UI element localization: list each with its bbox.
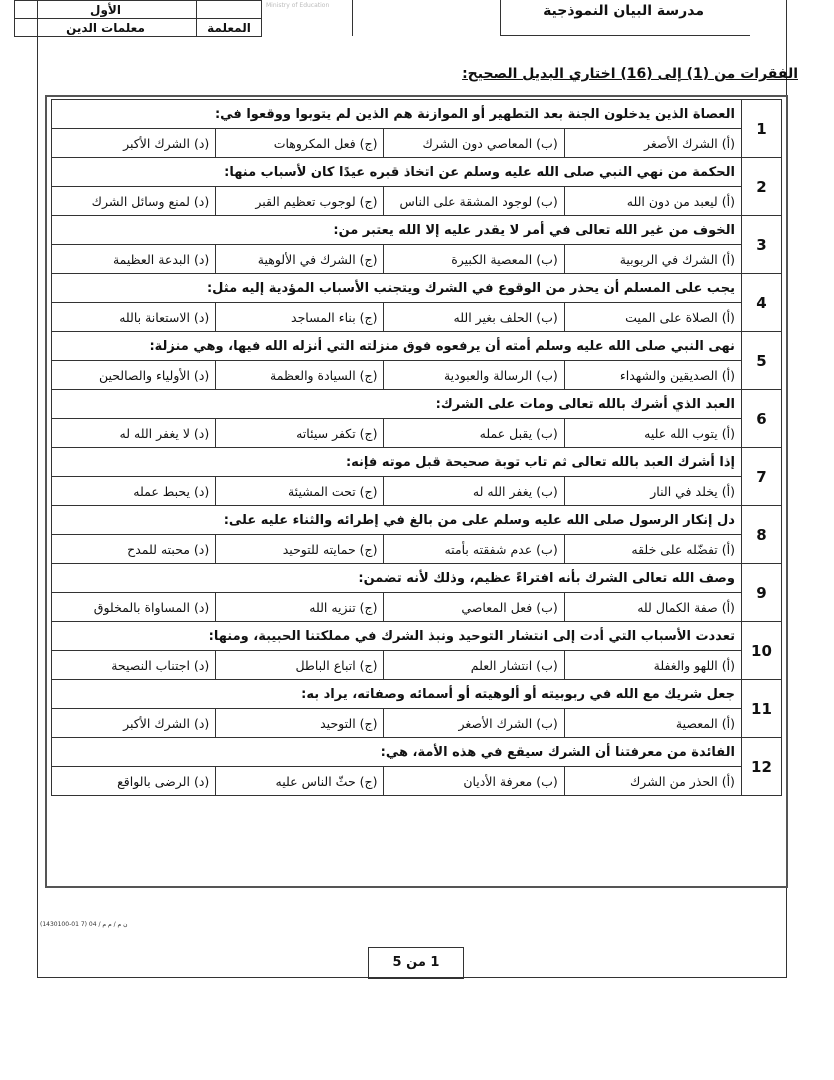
- answer-option[interactable]: (ب) الحلف بغير الله: [384, 303, 564, 332]
- header-cell-empty: [197, 1, 262, 19]
- question-number: 6: [741, 390, 781, 448]
- answer-option[interactable]: (ج) الشرك في الألوهية: [216, 245, 384, 274]
- question-number: 5: [741, 332, 781, 390]
- answer-option[interactable]: (أ) الشرك الأصغر: [564, 129, 741, 158]
- answer-option[interactable]: (أ) الحذر من الشرك: [564, 767, 741, 796]
- question-row: [52, 332, 782, 361]
- answer-option[interactable]: (ج) بناء المساجد: [216, 303, 384, 332]
- answer-option[interactable]: (ج) حثّ الناس عليه: [216, 767, 384, 796]
- question-number: 3: [741, 216, 781, 274]
- instructions: الفقرات من (1) إلى (16) اختاري البديل الصحيح:: [462, 66, 798, 82]
- document-code: ن م / م م / 04 (7 01-1430100): [40, 921, 128, 928]
- question-text: يجب على المسلم أن يحذر من الوقوع في الشرك ويتجنب الأسباب المؤدية إليه مثل:: [52, 274, 742, 303]
- options-row: [52, 767, 782, 796]
- answer-option[interactable]: (أ) تفضّله على خلقه: [564, 535, 741, 564]
- options-row: [52, 303, 782, 332]
- teacher-label: المعلمة: [197, 19, 262, 37]
- question-row: [52, 390, 782, 419]
- school-name: مدرسة البيان النموذجية: [543, 3, 704, 19]
- answer-option[interactable]: (ج) تكفر سيئاته: [216, 419, 384, 448]
- question-number: 1: [741, 100, 781, 158]
- answer-option[interactable]: (د) محبته للمدح: [52, 535, 216, 564]
- question-row: [52, 158, 782, 187]
- answer-option[interactable]: (ب) يقبل عمله: [384, 419, 564, 448]
- answer-option[interactable]: (د) المساواة بالمخلوق: [52, 593, 216, 622]
- answer-option[interactable]: (أ) الصلاة على الميت: [564, 303, 741, 332]
- question-text: جعل شريك مع الله في ربوبيته أو ألوهيته أو أسمائه وصفاته، يراد به:: [52, 680, 742, 709]
- question-text: تعددت الأسباب التي أدت إلى انتشار التوحيد ونبذ الشرك في مملكتنا الحبيبة، ومنها:: [52, 622, 742, 651]
- answer-option[interactable]: (ج) لوجوب تعظيم القبر: [216, 187, 384, 216]
- question-number: 8: [741, 506, 781, 564]
- ministry-watermark: Ministry of Education: [266, 2, 330, 9]
- header-info-table: [14, 0, 262, 36]
- options-row: [52, 419, 782, 448]
- question-text: نهى النبي صلى الله عليه وسلم أمته أن يرفعوه فوق منزلته التي أنزله الله فيها، وهي منزلة:: [52, 332, 742, 361]
- question-text: العبد الذي أشرك بالله تعالى ومات على الشرك:: [52, 390, 742, 419]
- answer-option[interactable]: (ب) الرسالة والعبودية: [384, 361, 564, 390]
- question-text: الفائدة من معرفتنا أن الشرك سيقع في هذه الأمة، هي:: [52, 738, 742, 767]
- answer-option[interactable]: (ج) التوحيد: [216, 709, 384, 738]
- answer-option[interactable]: (ب) عدم شفقته بأمته: [384, 535, 564, 564]
- answer-option[interactable]: (ب) معرفة الأديان: [384, 767, 564, 796]
- question-number: 2: [741, 158, 781, 216]
- options-row: [52, 593, 782, 622]
- answer-option[interactable]: (ج) حمايته للتوحيد: [216, 535, 384, 564]
- answer-option[interactable]: (ب) الشرك الأصغر: [384, 709, 564, 738]
- question-number: 10: [741, 622, 781, 680]
- questions-table: [51, 99, 782, 796]
- options-row: [52, 245, 782, 274]
- answer-option[interactable]: (أ) يتوب الله عليه: [564, 419, 741, 448]
- question-text: الحكمة من نهي النبي صلى الله عليه وسلم عن اتخاذ قبره عيدًا كان لأسباب منها:: [52, 158, 742, 187]
- options-row: [52, 651, 782, 680]
- question-text: الخوف من غير الله تعالى في أمر لا يقدر عليه إلا الله يعتبر من:: [52, 216, 742, 245]
- question-text: دل إنكار الرسول صلى الله عليه وسلم على من بالغ في إطرائه والثناء عليه على:: [52, 506, 742, 535]
- question-text: العصاة الذين يدخلون الجنة بعد التطهير أو الموازنة هم الذين لم يتوبوا ووقعوا في:: [52, 100, 742, 129]
- answer-option[interactable]: (أ) اللهو والغفلة: [564, 651, 741, 680]
- header-logo-area: [262, 0, 353, 36]
- question-number: 9: [741, 564, 781, 622]
- answer-option[interactable]: (ب) لوجود المشقة على الناس: [384, 187, 564, 216]
- answer-option[interactable]: (د) الشرك الأكبر: [52, 129, 216, 158]
- answer-option[interactable]: (ج) السيادة والعظمة: [216, 361, 384, 390]
- answer-option[interactable]: (أ) صفة الكمال لله: [564, 593, 741, 622]
- question-row: [52, 216, 782, 245]
- answer-option[interactable]: (ب) يغفر الله له: [384, 477, 564, 506]
- answer-option[interactable]: (د) الرضى بالواقع: [52, 767, 216, 796]
- options-row: [52, 477, 782, 506]
- answer-option[interactable]: (د) اجتناب النصيحة: [52, 651, 216, 680]
- question-number: 11: [741, 680, 781, 738]
- answer-option[interactable]: (ج) تحت المشيئة: [216, 477, 384, 506]
- answer-option[interactable]: (د) الاستعانة بالله: [52, 303, 216, 332]
- answer-option[interactable]: (ب) المعصية الكبيرة: [384, 245, 564, 274]
- answer-option[interactable]: (ب) المعاصي دون الشرك: [384, 129, 564, 158]
- question-text: وصف الله تعالى الشرك بأنه افتراءً عظيم، وذلك لأنه تضمن:: [52, 564, 742, 593]
- teacher-value: معلمات الدين: [15, 19, 197, 37]
- question-row: [52, 622, 782, 651]
- options-row: [52, 129, 782, 158]
- page-indicator: 1 من 5: [368, 947, 464, 979]
- options-row: [52, 361, 782, 390]
- question-number: 12: [741, 738, 781, 796]
- header-grade: الأول: [15, 1, 197, 19]
- options-row: [52, 709, 782, 738]
- question-row: [52, 274, 782, 303]
- question-text: إذا أشرك العبد بالله تعالى ثم تاب توبة صحيحة قبل موته فإنه:: [52, 448, 742, 477]
- question-row: [52, 100, 782, 129]
- question-row: [52, 564, 782, 593]
- question-row: [52, 680, 782, 709]
- answer-option[interactable]: (د) البدعة العظيمة: [52, 245, 216, 274]
- answer-option[interactable]: (أ) الشرك في الربوبية: [564, 245, 741, 274]
- question-number: 7: [741, 448, 781, 506]
- answer-option[interactable]: (أ) الصديقين والشهداء: [564, 361, 741, 390]
- question-row: [52, 506, 782, 535]
- answer-option[interactable]: (ب) فعل المعاصي: [384, 593, 564, 622]
- answer-option[interactable]: (ب) انتشار العلم: [384, 651, 564, 680]
- answer-option[interactable]: (د) يحبط عمله: [52, 477, 216, 506]
- answer-option[interactable]: (أ) المعصية: [564, 709, 741, 738]
- question-row: [52, 738, 782, 767]
- answer-option[interactable]: (د) الشرك الأكبر: [52, 709, 216, 738]
- question-row: [52, 448, 782, 477]
- answer-option[interactable]: (ج) اتباع الباطل: [216, 651, 384, 680]
- answer-option[interactable]: (ج) فعل المكروهات: [216, 129, 384, 158]
- header-school-box: [500, 0, 750, 36]
- question-number: 4: [741, 274, 781, 332]
- answer-option[interactable]: (د) لمنع وسائل الشرك: [52, 187, 216, 216]
- answer-option[interactable]: (أ) ليعبد من دون الله: [564, 187, 741, 216]
- answer-option[interactable]: (أ) يخلد في النار: [564, 477, 741, 506]
- answer-option[interactable]: (د) الأولياء والصالحين: [52, 361, 216, 390]
- answer-option[interactable]: (ج) تنزيه الله: [216, 593, 384, 622]
- options-row: [52, 187, 782, 216]
- answer-option[interactable]: (د) لا يغفر الله له: [52, 419, 216, 448]
- options-row: [52, 535, 782, 564]
